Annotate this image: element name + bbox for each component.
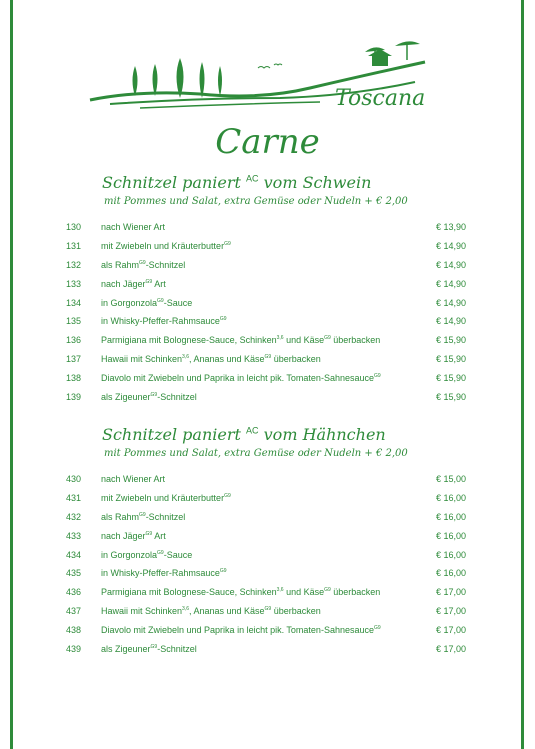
item-number: 135 [66, 316, 82, 327]
item-number: 431 [66, 492, 82, 503]
item-number: 433 [66, 530, 82, 541]
item-name: Hawaii mit Schinken$^{3,6}$, Ananas und Käse$^{G9}$ überbacken [101, 606, 321, 617]
item-name: mit Zwiebeln und Kräuterbutter$^{G9}$ [101, 492, 231, 503]
menu-item [0, 621, 535, 640]
item-price: € 15,90 [436, 354, 467, 365]
item-name: Hawaii mit Schinken$^{3,6}$, Ananas und Käse$^{G9}$ überbacken [101, 354, 321, 365]
item-price: € 14,90 [436, 259, 467, 270]
menu-item [0, 508, 535, 527]
page-title: Carne [215, 122, 320, 162]
menu-item [0, 546, 535, 565]
item-price: € 17,00 [436, 625, 467, 636]
item-name: als Rahm$^{G9}$-Schnitzel [101, 511, 186, 522]
menu-item [0, 564, 535, 583]
item-name: Parmigiana mit Bolognese-Sauce, Schinken$^{3,6}$ und Käse$^{G9}$ überbacken [101, 587, 381, 598]
item-name: in Whisky-Pfeffer-Rahmsauce$^{G9}$ [101, 316, 227, 327]
item-price: € 17,00 [436, 644, 467, 655]
item-number: 137 [66, 354, 82, 365]
menu-item [0, 294, 535, 313]
item-number: 133 [66, 278, 82, 289]
item-price: € 15,00 [436, 474, 467, 484]
section-subtitle: mit Pommes und Salat, extra Gemüse oder Nudeln + € 2,00 [104, 196, 408, 207]
item-price: € 15,90 [436, 335, 467, 346]
item-name: nach Wiener Art [101, 474, 166, 484]
item-number: 132 [66, 259, 82, 270]
item-number: 432 [66, 511, 82, 522]
menu-item [0, 312, 535, 331]
item-number: 437 [66, 606, 82, 617]
item-number: 139 [66, 392, 82, 403]
menu-item [0, 218, 535, 237]
menu-item [0, 369, 535, 388]
item-list [0, 218, 535, 407]
item-price: € 14,90 [436, 240, 467, 251]
item-number: 438 [66, 625, 82, 636]
menu-item [0, 489, 535, 508]
item-number: 439 [66, 644, 82, 655]
menu-item [0, 237, 535, 256]
menu-item [0, 388, 535, 407]
item-price: € 16,00 [436, 530, 467, 541]
item-number: 436 [66, 587, 82, 598]
item-price: € 17,00 [436, 587, 467, 598]
item-list [0, 470, 535, 659]
menu-item [0, 470, 535, 489]
section-subtitle: mit Pommes und Salat, extra Gemüse oder Nudeln + € 2,00 [104, 448, 408, 459]
item-number: 136 [66, 335, 82, 346]
menu-item [0, 331, 535, 350]
item-number: 138 [66, 373, 82, 384]
item-name: mit Zwiebeln und Kräuterbutter$^{G9}$ [101, 240, 231, 251]
item-number: 434 [66, 549, 82, 560]
item-price: € 16,00 [436, 492, 467, 503]
item-number: 430 [66, 474, 82, 484]
item-name: nach Jäger$^{G9}$ Art [101, 278, 166, 289]
item-name: Parmigiana mit Bolognese-Sauce, Schinken$^{3,6}$ und Käse$^{G9}$ überbacken [101, 335, 381, 346]
item-number: 134 [66, 297, 82, 308]
menu-item [0, 583, 535, 602]
item-name: in Gorgonzola$^{G9}$-Sauce [101, 549, 193, 560]
menu-item [0, 640, 535, 659]
item-price: € 16,00 [436, 568, 467, 579]
item-name: als Rahm$^{G9}$-Schnitzel [101, 259, 186, 270]
menu-item [0, 256, 535, 275]
item-price: € 15,90 [436, 373, 467, 384]
item-name: als Zigeuner$^{G9}$-Schnitzel [101, 644, 197, 655]
item-price: € 14,90 [436, 297, 467, 308]
item-name: in Gorgonzola$^{G9}$-Sauce [101, 297, 193, 308]
item-name: in Whisky-Pfeffer-Rahmsauce$^{G9}$ [101, 568, 227, 579]
item-price: € 15,90 [436, 392, 467, 403]
item-name: Diavolo mit Zwiebeln und Paprika in leicht pik. Tomaten-Sahnesauce$^{G9}$ [101, 625, 381, 636]
item-price: € 16,00 [436, 511, 467, 522]
item-price: € 16,00 [436, 549, 467, 560]
item-name: als Zigeuner$^{G9}$-Schnitzel [101, 392, 197, 403]
section-title: Schnitzel paniert $^{AC}$ vom Hähnchen [102, 425, 386, 444]
item-price: € 14,90 [436, 316, 467, 327]
menu-item [0, 275, 535, 294]
item-price: € 17,00 [436, 606, 467, 617]
menu-item [0, 527, 535, 546]
logo-text: Toscana [335, 86, 426, 111]
menu-item [0, 602, 535, 621]
item-price: € 14,90 [436, 278, 467, 289]
item-number: 130 [66, 222, 82, 232]
item-name: Diavolo mit Zwiebeln und Paprika in leicht pik. Tomaten-Sahnesauce$^{G9}$ [101, 373, 381, 384]
item-number: 131 [66, 240, 82, 251]
item-number: 435 [66, 568, 82, 579]
section-title: Schnitzel paniert $^{AC}$ vom Schwein [102, 173, 372, 192]
menu-item [0, 350, 535, 369]
item-name: nach Jäger$^{G9}$ Art [101, 530, 166, 541]
item-name: nach Wiener Art [101, 222, 166, 232]
item-price: € 13,90 [436, 222, 467, 232]
